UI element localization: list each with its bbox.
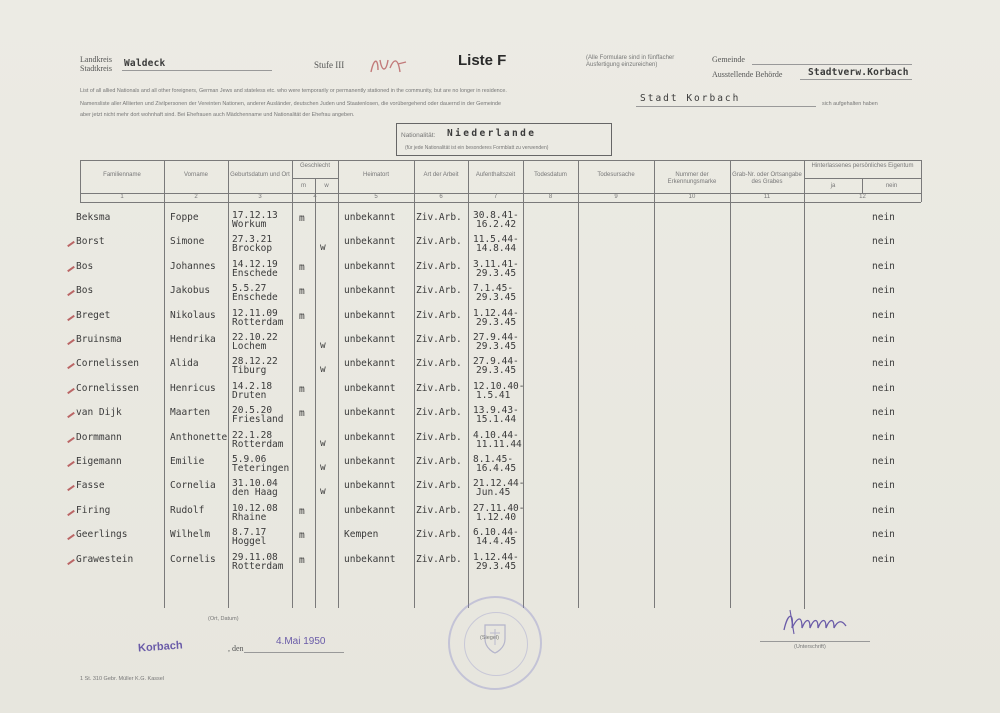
row-cell-birth-place: Teteringen [232, 463, 290, 474]
row-cell-first: Johannes [170, 260, 216, 272]
row-cell-home: unbekannt [344, 236, 396, 248]
row-cell-work: Ziv.Arb. [416, 212, 462, 223]
row-cell-home: unbekannt [344, 358, 396, 370]
row-cell-home: unbekannt [344, 309, 396, 321]
row-cell-stay1: 1.12.44- [473, 551, 519, 563]
row-cell-property: nein [872, 285, 895, 297]
signature-underline [760, 641, 870, 642]
row-cell-property: nein [872, 504, 895, 516]
den-label: , den [228, 644, 244, 653]
row-cell-m: m [299, 408, 305, 420]
gemeinde-underline [752, 64, 912, 65]
row-cell-surname: Firing [76, 504, 111, 516]
gender-sub-divider [292, 178, 338, 179]
column-line [730, 160, 731, 608]
row-cell-work: Ziv.Arb. [416, 431, 462, 443]
row-cell-home: unbekannt [344, 504, 396, 516]
column-line [228, 160, 229, 608]
column-subheader: ja [830, 183, 836, 189]
column-header: Todesdatum [534, 172, 567, 178]
row-cell-first: Anthonette [170, 431, 228, 443]
column-number: 1 [120, 194, 124, 200]
column-header: Grab-Nr. oder Ortsangabe des Grabes [732, 172, 802, 185]
row-cell-first: Cornelia [170, 480, 216, 492]
row-cell-stay2: 14.8.44 [476, 243, 517, 255]
row-cell-first: Rudolf [170, 504, 205, 516]
gemeinde-value-underline [636, 106, 816, 107]
row-cell-first: Hendrika [170, 334, 216, 345]
column-line [804, 160, 805, 608]
row-cell-m: m [299, 383, 305, 395]
column-subheader: w [324, 183, 329, 189]
row-cell-birth-date: 14.12.19 [232, 258, 278, 270]
row-cell-first: Alida [170, 358, 199, 370]
row-cell-surname: Beksma [76, 212, 111, 223]
row-cell-birth-place: Workum [232, 219, 267, 230]
german-instruction-2: aber jetzt nicht mehr dort wohnhaft sind. Bei Ehefrauen auch Mädchenname und Nationalität der Ehefrau angeben. [80, 112, 355, 118]
row-cell-stay2: 29.3.45 [476, 341, 517, 352]
column-header: Geschlecht [299, 163, 330, 169]
row-cell-work: Ziv.Arb. [416, 260, 462, 272]
nationality-note: (für jede Nationalität ist ein besonderes Formblatt zu verwenden) [405, 145, 549, 151]
column-line [414, 160, 415, 608]
column-number: 10 [688, 194, 696, 200]
row-cell-w: w [320, 340, 326, 351]
row-cell-stay2: 29.3.45 [476, 292, 517, 304]
unterschrift-label: (Unterschrift) [794, 644, 826, 650]
row-cell-property: nein [872, 260, 895, 272]
city-stamp: Korbach [137, 639, 183, 655]
behoerde-underline [800, 79, 912, 80]
column-header: Hinterlassenes persönliches Eigentum [811, 163, 914, 169]
row-cell-first: Simone [170, 236, 205, 248]
row-cell-surname: Bruinsma [76, 334, 122, 345]
row-cell-birth-date: 10.12.08 [232, 502, 278, 514]
column-line [468, 160, 469, 608]
nationality-value: Niederlande [447, 128, 537, 139]
row-cell-birth-date: 14.2.18 [232, 380, 273, 392]
row-cell-stay2: 29.3.45 [476, 267, 517, 279]
column-number-divider [80, 202, 921, 203]
column-header: Aufenthaltszeit [475, 172, 516, 178]
row-cell-work: Ziv.Arb. [416, 285, 462, 297]
row-cell-first: Cornelis [170, 553, 216, 565]
row-cell-property: nein [872, 212, 895, 223]
row-cell-stay1: 21.12.44- [473, 478, 525, 490]
column-line [164, 160, 165, 608]
column-number: 5 [374, 194, 378, 200]
row-cell-birth-date: 12.11.09 [232, 307, 278, 319]
column-line [578, 160, 579, 608]
landkreis-label-block [80, 55, 112, 73]
row-cell-stay1: 1.12.44- [473, 307, 519, 319]
row-cell-stay1: 13.9.43- [473, 405, 519, 417]
row-cell-birth-place: Hoggel [232, 536, 267, 548]
gender-sub-line [315, 178, 316, 608]
column-number: 11 [763, 194, 771, 200]
ort-datum-label: (Ort, Datum) [208, 616, 239, 622]
row-cell-home: unbekannt [344, 456, 396, 467]
nationality-label: Nationalität: [401, 132, 436, 139]
row-cell-birth-place: Druten [232, 389, 267, 401]
column-header: Art der Arbeit [423, 172, 459, 178]
row-cell-first: Emilie [170, 456, 205, 467]
row-cell-birth-date: 8.7.17 [232, 527, 267, 539]
row-cell-surname: Bos [76, 285, 94, 297]
row-cell-m: m [299, 261, 305, 273]
row-cell-stay2: 29.3.45 [476, 316, 517, 328]
row-cell-work: Ziv.Arb. [416, 382, 462, 394]
row-cell-work: Ziv.Arb. [416, 529, 462, 541]
row-cell-surname: Eigemann [76, 456, 122, 467]
column-number: 12 [859, 194, 866, 200]
row-cell-stay2: Jun.45 [476, 487, 511, 499]
row-cell-work: Ziv.Arb. [416, 504, 462, 516]
row-cell-property: nein [872, 480, 895, 492]
row-cell-stay2: 14.4.45 [476, 536, 517, 548]
row-cell-home: Kempen [344, 529, 379, 541]
row-cell-home: unbekannt [344, 382, 396, 394]
row-cell-home: unbekannt [344, 260, 396, 272]
row-cell-stay1: 27.9.44- [473, 332, 519, 343]
stufe-label: Stufe III [314, 60, 345, 70]
german-instruction-1-end: sich aufgehalten haben [822, 101, 878, 107]
row-cell-birth-place: Enschede [232, 267, 278, 279]
row-cell-surname: Fasse [76, 480, 105, 492]
column-header: Nummer der Erkennungsmarke [667, 172, 717, 185]
column-number: 4 [313, 194, 317, 200]
row-cell-stay1: 7.1.45- [473, 283, 514, 295]
row-cell-surname: Dormmann [76, 431, 122, 443]
red-handwritten-mark [368, 54, 408, 78]
column-header: Geburtsdatum und Ort [230, 172, 290, 178]
column-number: 6 [439, 194, 443, 200]
row-cell-birth-place: Brockop [232, 243, 273, 255]
german-instruction-1: Namensliste aller Alliierten und Zivilpersonen der Vereinten Nationen, anderer Ausländer, deutschen Juden und Staatenlosen, die vorübergehend oder dauernd in der Gemeinde [80, 101, 502, 107]
row-cell-work: Ziv.Arb. [416, 480, 462, 492]
row-cell-birth-place: Rotterdam [232, 560, 284, 572]
column-number: 2 [194, 194, 198, 200]
row-cell-birth-date: 5.9.06 [232, 454, 267, 465]
row-cell-m: m [299, 554, 305, 566]
behoerde-label: Ausstellende Behörde [712, 70, 783, 79]
row-cell-first: Jakobus [170, 285, 211, 297]
row-cell-work: Ziv.Arb. [416, 236, 462, 248]
row-cell-home: unbekannt [344, 407, 396, 419]
row-cell-work: Ziv.Arb. [416, 553, 462, 565]
landkreis-value: Waldeck [124, 58, 166, 69]
row-cell-surname: Grawestein [76, 553, 134, 565]
gemeinde-value: Stadt Korbach [640, 93, 741, 104]
row-cell-birth-date: 5.5.27 [232, 283, 267, 295]
row-cell-first: Foppe [170, 212, 199, 223]
column-number: 3 [258, 194, 262, 200]
row-cell-birth-date: 22.10.22 [232, 332, 278, 343]
row-cell-birth-date: 28.12.22 [232, 356, 278, 368]
row-cell-w: w [320, 364, 326, 376]
column-subheader: nein [885, 183, 898, 189]
row-cell-property: nein [872, 529, 895, 541]
row-cell-birth-place: Lochem [232, 341, 267, 352]
row-cell-property: nein [872, 553, 895, 565]
row-cell-home: unbekannt [344, 431, 396, 443]
stadtkreis-label: Stadtkreis [80, 64, 112, 73]
row-cell-stay1: 6.10.44- [473, 527, 519, 539]
row-cell-stay2: 15.1.44 [476, 414, 517, 426]
copies-note: (Alle Formulare sind in fünffacher Ausfertigung einzureichen) [586, 55, 675, 68]
row-cell-home: unbekannt [344, 285, 396, 297]
row-cell-property: nein [872, 334, 895, 345]
document-title: Liste F [458, 52, 507, 69]
column-header: Todesursache [597, 172, 635, 178]
row-cell-birth-place: den Haag [232, 487, 278, 499]
row-cell-surname: Cornelissen [76, 358, 139, 370]
row-cell-property: nein [872, 407, 895, 419]
row-cell-property: nein [872, 358, 895, 370]
handwritten-signature [780, 606, 850, 640]
printer-note: 1 St. 310 Gebr. Müller K.G. Kassel [80, 676, 165, 682]
row-cell-birth-date: 22.1.28 [232, 429, 273, 441]
row-cell-work: Ziv.Arb. [416, 309, 462, 321]
landkreis-label: Landkreis [80, 55, 112, 64]
row-cell-work: Ziv.Arb. [416, 407, 462, 419]
nationality-box [396, 123, 612, 156]
column-number: 8 [548, 194, 553, 200]
column-subheader: m [301, 183, 306, 189]
row-cell-birth-place: Tiburg [232, 365, 267, 377]
english-instruction: List of all allied Nationals and all other foreigners, German Jews and stateless etc. who were temporarily or permanently stationed in the community, but are no longer in residence. [80, 88, 507, 94]
row-cell-m: m [299, 505, 305, 517]
row-cell-w: w [320, 462, 326, 473]
row-cell-property: nein [872, 309, 895, 321]
row-cell-birth-date: 27.3.21 [232, 234, 273, 246]
gemeinde-label: Gemeinde [712, 55, 745, 64]
row-cell-birth-date: 20.5.20 [232, 405, 273, 417]
column-header: Familienname [103, 172, 141, 178]
row-cell-m: m [299, 310, 305, 322]
row-cell-stay1: 3.11.41- [473, 258, 519, 270]
column-line [654, 160, 655, 608]
row-cell-birth-date: 31.10.04 [232, 478, 278, 490]
row-cell-property: nein [872, 382, 895, 394]
row-cell-stay2: 29.3.45 [476, 365, 517, 377]
row-cell-stay1: 12.10.40- [473, 380, 525, 392]
row-cell-first: Maarten [170, 407, 211, 419]
row-cell-w: w [320, 486, 326, 498]
row-cell-surname: Borst [76, 236, 105, 248]
row-cell-surname: van Dijk [76, 407, 122, 419]
date-underline [244, 652, 344, 653]
column-line [338, 160, 339, 608]
row-cell-stay2: 16.2.42 [476, 219, 517, 230]
row-cell-stay2: 29.3.45 [476, 560, 517, 572]
row-cell-first: Nikolaus [170, 309, 216, 321]
row-cell-surname: Geerlings [76, 529, 128, 541]
row-cell-stay2: 16.4.45 [476, 463, 517, 474]
row-cell-w: w [320, 437, 326, 449]
column-header: Heimatort [362, 172, 389, 178]
row-cell-birth-date: 29.11.08 [232, 551, 278, 563]
row-cell-stay1: 30.8.41- [473, 210, 519, 221]
row-cell-birth-date: 17.12.13 [232, 210, 278, 221]
row-cell-first: Wilhelm [170, 529, 211, 541]
row-cell-home: unbekannt [344, 212, 396, 223]
row-cell-stay2: 1.5.41 [476, 389, 511, 401]
row-cell-stay1: 27.9.44- [473, 356, 519, 368]
row-cell-m: m [299, 286, 305, 298]
row-cell-stay2: 11.11.44 [476, 438, 522, 450]
date-stamp: 4.Mai 1950 [276, 636, 326, 647]
row-cell-w: w [320, 242, 326, 254]
row-cell-stay1: 11.5.44- [473, 234, 519, 246]
row-cell-home: unbekannt [344, 334, 396, 345]
behoerde-value: Stadtverw.Korbach [808, 67, 909, 78]
column-number: 9 [614, 194, 618, 200]
row-cell-work: Ziv.Arb. [416, 456, 462, 467]
row-cell-stay2: 1.12.40 [476, 511, 517, 523]
landkreis-underline [122, 70, 272, 71]
row-cell-m: m [299, 213, 305, 224]
row-cell-property: nein [872, 236, 895, 248]
row-cell-first: Henricus [170, 382, 216, 394]
row-cell-surname: Bos [76, 260, 94, 272]
column-line [292, 160, 293, 608]
row-cell-work: Ziv.Arb. [416, 358, 462, 370]
column-number: 7 [493, 194, 498, 200]
row-cell-birth-place: Rhaine [232, 511, 267, 523]
row-cell-stay1: 8.1.45- [473, 454, 514, 465]
siegel-label: (Siegel) [480, 635, 499, 641]
row-cell-surname: Breget [76, 309, 111, 321]
column-line [921, 160, 922, 202]
row-cell-m: m [299, 530, 305, 542]
row-cell-property: nein [872, 431, 895, 443]
row-cell-surname: Cornelissen [76, 382, 139, 394]
row-cell-stay1: 4.10.44- [473, 429, 519, 441]
column-header: Vorname [183, 172, 208, 178]
row-cell-home: unbekannt [344, 553, 396, 565]
table-top-border [80, 160, 921, 161]
official-seal [448, 596, 542, 690]
row-cell-birth-place: Rotterdam [232, 438, 284, 450]
row-cell-property: nein [872, 456, 895, 467]
row-cell-work: Ziv.Arb. [416, 334, 462, 345]
row-cell-birth-place: Friesland [232, 414, 284, 426]
row-cell-birth-place: Enschede [232, 292, 278, 304]
row-cell-home: unbekannt [344, 480, 396, 492]
row-cell-birth-place: Rotterdam [232, 316, 284, 328]
row-cell-stay1: 27.11.40- [473, 502, 525, 514]
